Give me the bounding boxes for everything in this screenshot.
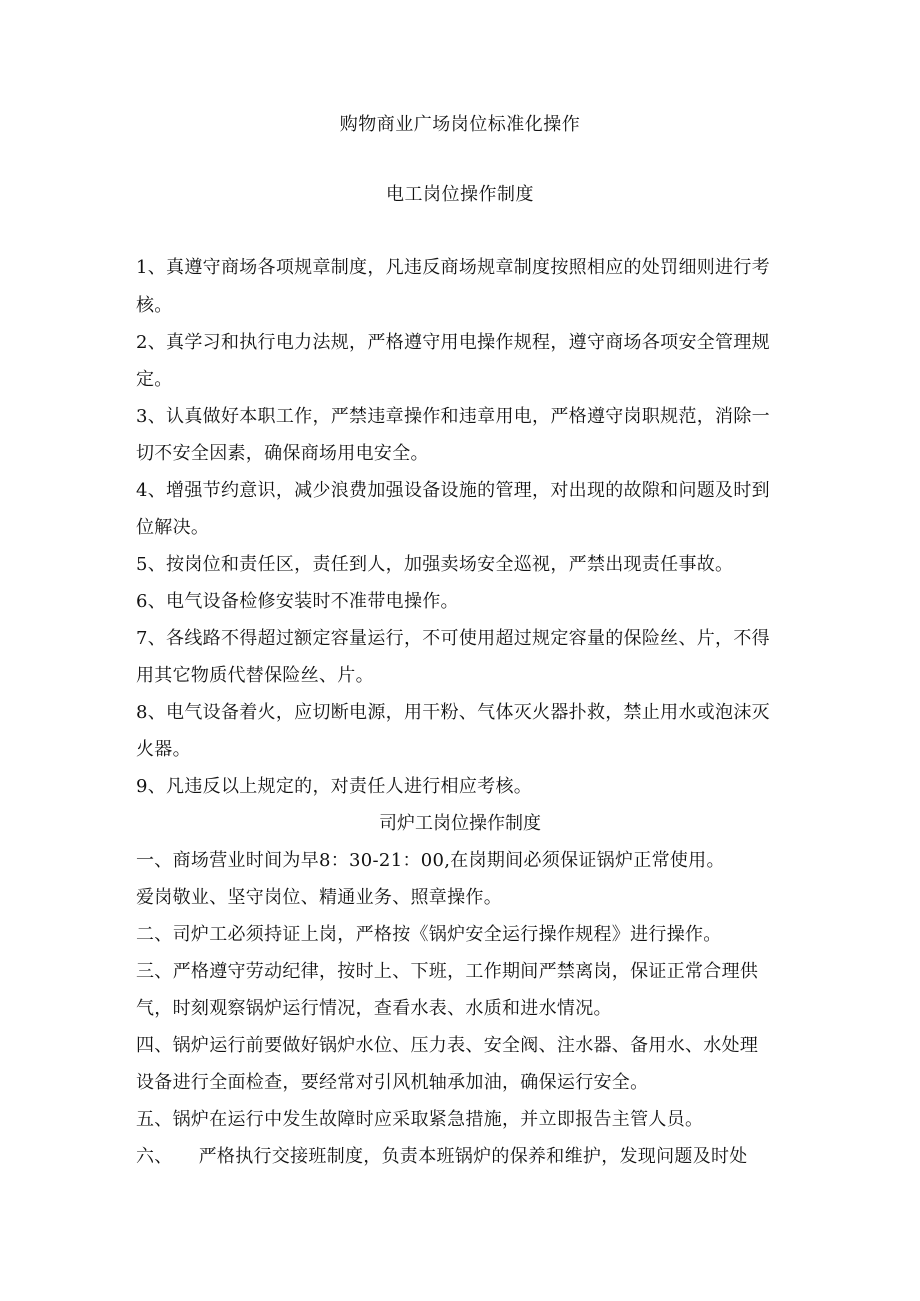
paragraph-line: 4、增强节约意识，减少浪费加强设备设施的管理，对出现的故隙和问题及时到 (136, 480, 770, 501)
paragraph-line: 五、锅炉在运行中发生故障时应采取紧急措施，并立即报告主管人员。 (136, 1109, 704, 1130)
paragraph-line: 2、真学习和执行电力法规，严格遵守用电操作规程，遵守商场各项安全管理规 (136, 332, 770, 353)
paragraph-line: 9、凡违反以上规定的，对责任人进行相应考核。 (136, 776, 533, 797)
paragraph-line: 7、各线路不得超过额定容量运行，不可使用超过规定容量的保险丝、片，不得 (136, 628, 770, 649)
paragraph-line: 爱岗敬业、坚守岗位、精通业务、照章操作。 (136, 887, 502, 908)
paragraph-line: 定。 (136, 369, 173, 390)
paragraph-line: 3、认真做好本职工作，严禁违章操作和违章用电，严格遵守岗职规范，消除一 (136, 406, 770, 427)
paragraph-line: 用其它物质代替保险丝、片。 (136, 665, 374, 686)
document-title: 购物商业广场岗位标准化操作 (339, 114, 581, 135)
paragraph-line: 1、真遵守商场各项规章制度，凡违反商场规章制度按照相应的处罚细则进行考 (136, 257, 770, 278)
section-title-electrician: 电工岗位操作制度 (386, 184, 534, 205)
paragraph-line: 8、电气设备着火，应切断电源，用干粉、气体灭火器扑救，禁止用水或泡沫灭 (136, 702, 770, 723)
section-title-boiler: 司炉工岗位操作制度 (379, 813, 541, 834)
paragraph-line: 6、电气设备检修安装时不准带电操作。 (136, 591, 459, 612)
paragraph-line: 切不安全因素，确保商场用电安全。 (136, 443, 429, 464)
paragraph-line: 设备进行全面检查，要经常对引风机轴承加油，确保运行安全。 (136, 1072, 649, 1093)
paragraph-line: 三、严格遵守劳动纪律，按时上、下班，工作期间严禁离岗，保证正常合理供 (136, 961, 759, 982)
paragraph-line: 二、司炉工必须持证上岗，严格按《锅炉安全运行操作规程》进行操作。 (136, 924, 722, 945)
paragraph-line-last (136, 1145, 748, 1169)
paragraph-line: 四、锅炉运行前要做好锅炉水位、压力表、安全阀、注水器、备用水、水处理 (136, 1035, 759, 1056)
paragraph-line: 核。 (136, 295, 173, 316)
paragraph-line: 一、商场营业时间为早8：30-21：00,在岗期间必须保证锅炉正常使用。 (136, 850, 725, 871)
paragraph-line: 位解决。 (136, 517, 210, 538)
item-prefix: 六、 (136, 1146, 173, 1167)
paragraph-line: 5、按岗位和责任区，责任到人，加强卖场安全巡视，严禁出现责任事故。 (136, 554, 734, 575)
paragraph-line: 气，时刻观察锅炉运行情况，查看水表、水质和进水情况。 (136, 998, 612, 1019)
item-text: 严格执行交接班制度，负责本班锅炉的保养和维护，发现问题及时处 (198, 1146, 748, 1167)
paragraph-line: 火器。 (136, 739, 191, 760)
